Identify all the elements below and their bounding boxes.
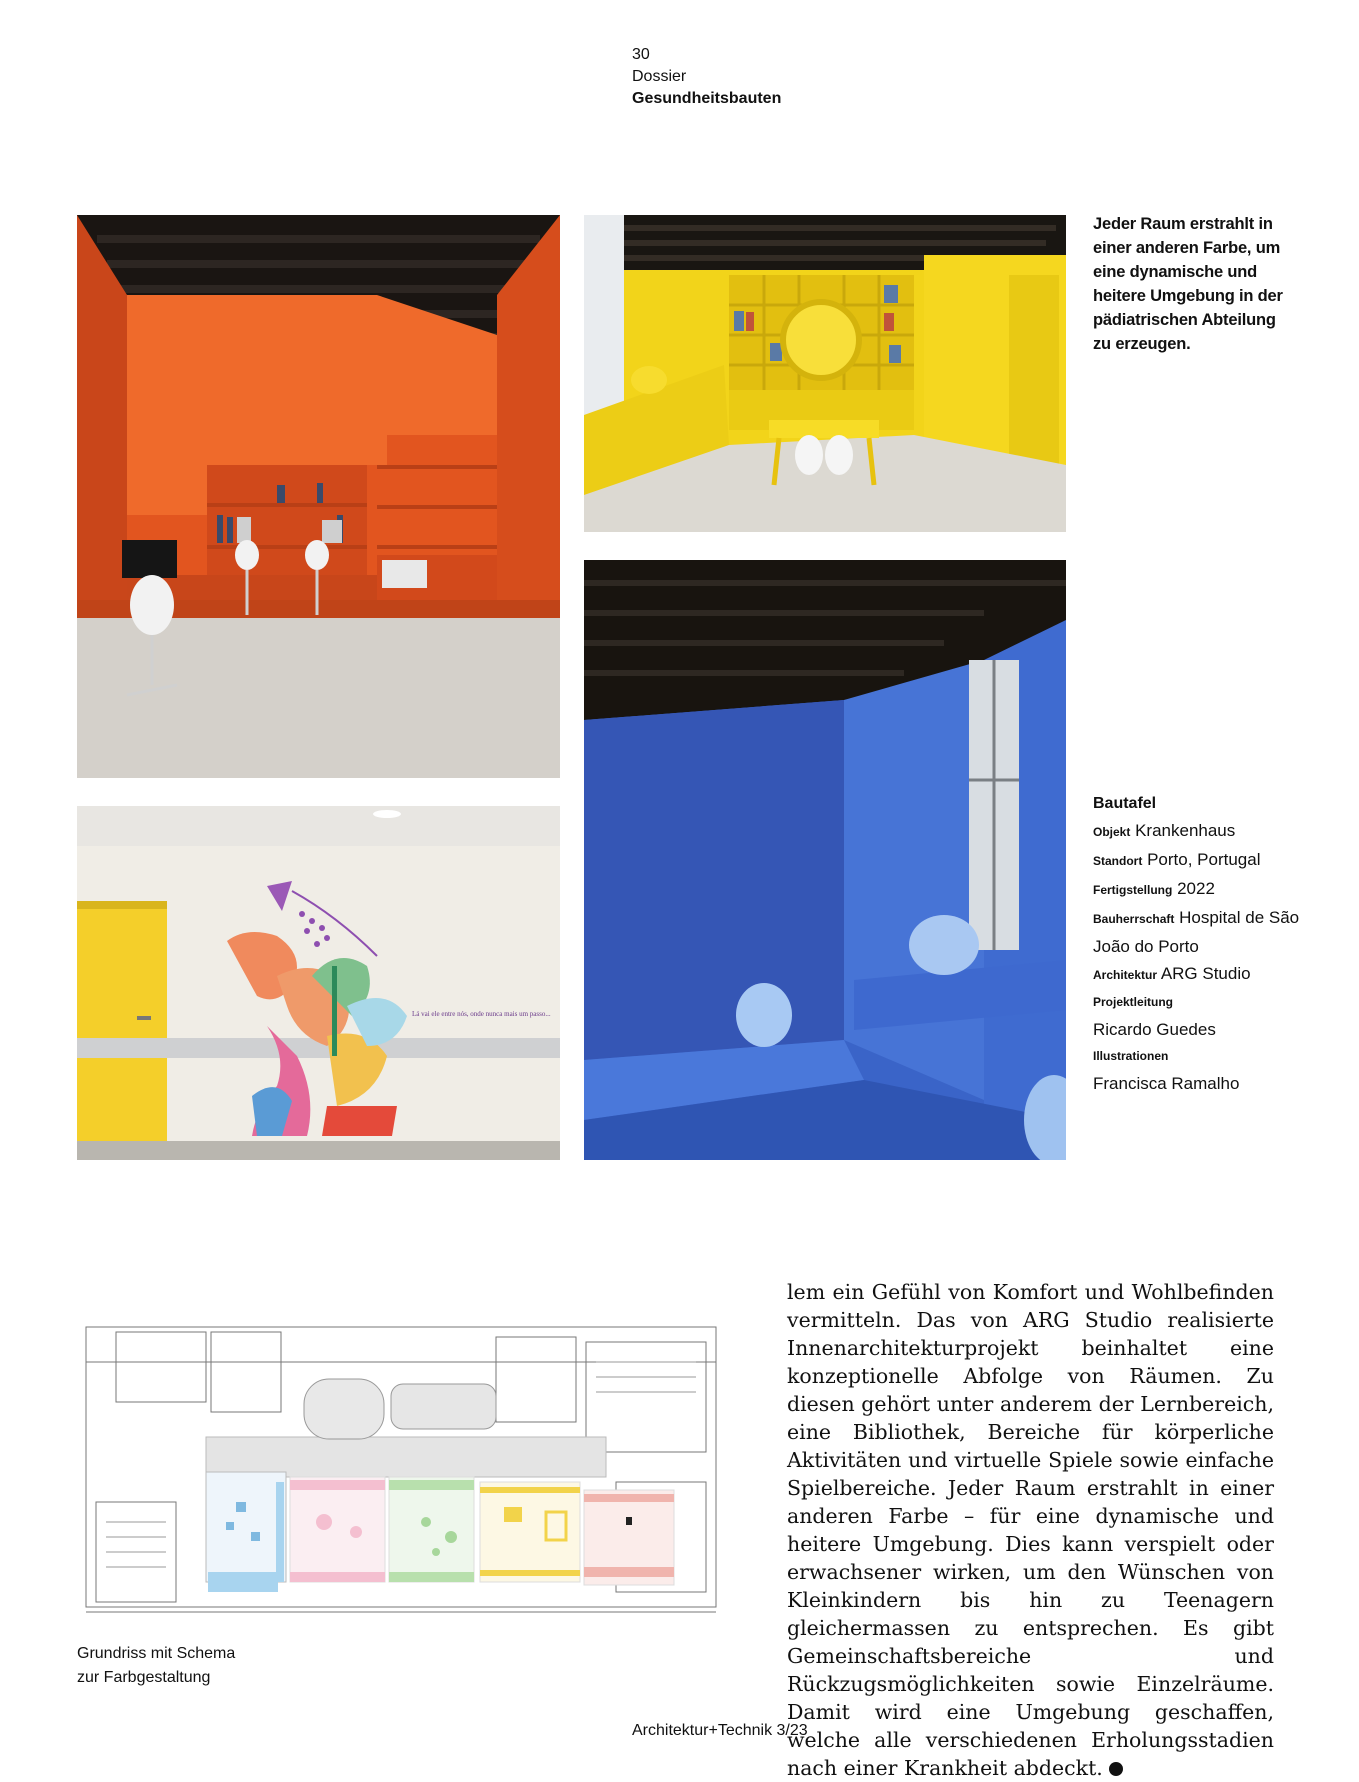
plan-caption-line1: Grundriss mit Schema	[77, 1645, 236, 1662]
page-footer: Architektur+Technik 3/23	[632, 1722, 808, 1739]
bautafel-illustrationen-label: Illustrationen	[1093, 1049, 1169, 1063]
topic-label: Gesundheitsbauten	[632, 90, 782, 107]
page-number: 30	[632, 46, 650, 63]
bautafel-projektleitung-value: Ricardo Guedes	[1093, 1020, 1216, 1039]
blue-room-photo	[584, 560, 1066, 1160]
page-header	[632, 44, 781, 110]
bautafel-bauherrschaft: Bauherrschaft Hospital de São João do Porto	[1093, 908, 1300, 956]
bautafel-architektur: Architektur ARG Studio	[1093, 964, 1251, 983]
mural-corridor-photo	[77, 806, 560, 1160]
yellow-room-photo	[584, 215, 1066, 532]
bautafel-title: Bautafel	[1093, 795, 1157, 812]
orange-room-photo	[77, 215, 560, 778]
bautafel-illustrationen-value: Francisca Ramalho	[1093, 1074, 1240, 1093]
bautafel-projektleitung-label: Projektleitung	[1093, 995, 1174, 1009]
body-text	[787, 1278, 1274, 1782]
mural-text: Lá vai ele entre nós, onde nunca mais um passo...	[412, 1010, 551, 1018]
section-label: Dossier	[632, 68, 687, 85]
floor-plan	[76, 1322, 728, 1622]
plan-caption	[77, 1642, 235, 1690]
body-text-content: lem ein Gefühl von Komfort und Wohlbefinden vermitteln. Das von ARG Studio realisierte Innenarchitekturprojekt beinhaltet eine konzeptionelle Abfolge von Räumen. Zu diesen gehört unter anderem der Lernbereich, eine Bibliothek, Bereiche für körperliche Aktivitäten und virtuelle Spiele sowie einfache Spielbereiche. Jeder Raum erstrahlt in einer anderen Farbe – für eine dynamische und heitere Umgebung. Dies kann verspielt oder erwachsener wirken, um den Wünschen von Kleinkindern bis hin zu Teenagern gleichermassen zu entsprechen. Es gibt Gemeinschaftsbereiche und Rückzugsmöglichkeiten sowie Einzelräume. Damit wird eine Umgebung geschaffen, welche alle verschiedenen Erholungsstadien nach einer Krankheit abdeckt.	[787, 1280, 1274, 1780]
bautafel-fertigstellung: Fertigstellung 2022	[1093, 879, 1215, 898]
end-dot-icon	[1109, 1762, 1123, 1776]
bautafel-objekt: Objekt Krankenhaus	[1093, 821, 1236, 840]
plan-caption-line2: zur Farbgestaltung	[77, 1669, 211, 1686]
photo-caption: Jeder Raum erstrahlt in einer anderen Farbe, um eine dynamische und heitere Umgebung in der pädiatrischen Abteilung zu erzeugen.	[1093, 215, 1283, 353]
bautafel	[1093, 790, 1313, 1097]
bautafel-standort: Standort Porto, Portugal	[1093, 850, 1261, 869]
